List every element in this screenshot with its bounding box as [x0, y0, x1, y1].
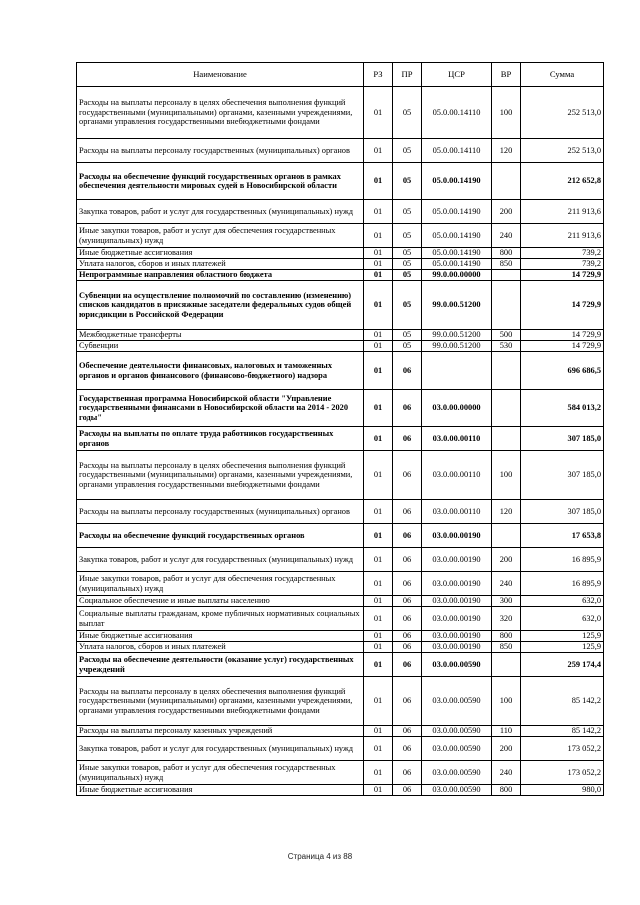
row-csr: 03.0.00.00190 [422, 631, 492, 642]
row-csr [422, 352, 492, 390]
row-rz: 01 [364, 677, 393, 726]
row-vr: 800 [492, 631, 521, 642]
header-rz: РЗ [364, 63, 393, 87]
row-sum: 212 652,8 [521, 163, 604, 200]
row-pr: 06 [393, 548, 422, 572]
row-sum: 259 174,4 [521, 653, 604, 677]
row-rz: 01 [364, 248, 393, 259]
table-row [77, 200, 604, 224]
row-vr: 530 [492, 341, 521, 352]
row-sum: 16 895,9 [521, 572, 604, 596]
row-vr: 240 [492, 224, 521, 248]
row-vr [492, 653, 521, 677]
row-name: Расходы на обеспечение деятельности (оказание услуг) государственных учреждений [77, 653, 364, 677]
row-rz: 01 [364, 224, 393, 248]
row-pr: 06 [393, 524, 422, 548]
row-vr [492, 390, 521, 427]
row-name: Иные бюджетные ассигнования [77, 631, 364, 642]
row-name: Иные бюджетные ассигнования [77, 248, 364, 259]
row-name: Закупка товаров, работ и услуг для государственных (муниципальных) нужд [77, 548, 364, 572]
row-sum: 16 895,9 [521, 548, 604, 572]
table-row [77, 524, 604, 548]
row-rz: 01 [364, 642, 393, 653]
row-sum: 307 185,0 [521, 427, 604, 451]
row-csr: 03.0.00.00190 [422, 642, 492, 653]
row-vr [492, 163, 521, 200]
row-name: Иные бюджетные ассигнования [77, 785, 364, 796]
row-pr: 06 [393, 677, 422, 726]
row-vr: 100 [492, 451, 521, 500]
row-name: Расходы на выплаты персоналу в целях обеспечения выполнения функций государственными (муниципальными) органами, казенными учреждениями, органами управления государственными внебюджетными фондами [77, 87, 364, 139]
row-vr [492, 281, 521, 330]
row-name: Расходы на выплаты по оплате труда работников государственных органов [77, 427, 364, 451]
row-rz: 01 [364, 270, 393, 281]
row-vr: 120 [492, 500, 521, 524]
row-pr: 06 [393, 596, 422, 607]
table-row [77, 341, 604, 352]
table-row [77, 653, 604, 677]
row-name: Государственная программа Новосибирской области "Управление государственными финансами в Новосибирской области на 2014 - 2020 годы" [77, 390, 364, 427]
row-pr: 05 [393, 224, 422, 248]
row-sum: 14 729,9 [521, 341, 604, 352]
row-vr: 240 [492, 761, 521, 785]
row-csr: 99.0.00.51200 [422, 330, 492, 341]
row-rz: 01 [364, 726, 393, 737]
table-row [77, 500, 604, 524]
table-row [77, 596, 604, 607]
row-pr: 06 [393, 726, 422, 737]
row-csr: 03.0.00.00190 [422, 524, 492, 548]
row-name: Иные закупки товаров, работ и услуг для обеспечения государственных (муниципальных) нужд [77, 224, 364, 248]
table-row [77, 390, 604, 427]
row-pr: 06 [393, 631, 422, 642]
row-sum: 211 913,6 [521, 224, 604, 248]
row-csr: 99.0.00.51200 [422, 341, 492, 352]
row-rz: 01 [364, 259, 393, 270]
row-sum: 632,0 [521, 596, 604, 607]
row-pr: 06 [393, 500, 422, 524]
row-name: Закупка товаров, работ и услуг для государственных (муниципальных) нужд [77, 737, 364, 761]
row-vr: 320 [492, 607, 521, 631]
table-row [77, 642, 604, 653]
row-pr: 05 [393, 281, 422, 330]
row-sum: 696 686,5 [521, 352, 604, 390]
row-rz: 01 [364, 281, 393, 330]
row-sum: 632,0 [521, 607, 604, 631]
row-name: Уплата налогов, сборов и иных платежей [77, 259, 364, 270]
row-sum: 14 729,9 [521, 270, 604, 281]
row-pr: 06 [393, 572, 422, 596]
row-csr: 03.0.00.00190 [422, 596, 492, 607]
row-sum: 173 052,2 [521, 737, 604, 761]
row-vr: 240 [492, 572, 521, 596]
row-sum: 17 653,8 [521, 524, 604, 548]
row-sum: 739,2 [521, 248, 604, 259]
row-csr: 03.0.00.00190 [422, 548, 492, 572]
table-row [77, 87, 604, 139]
row-pr: 05 [393, 139, 422, 163]
row-name: Обеспечение деятельности финансовых, налоговых и таможенных органов и органов финансового (финансово-бюджетного) надзора [77, 352, 364, 390]
table-row [77, 737, 604, 761]
row-rz: 01 [364, 785, 393, 796]
row-pr: 05 [393, 87, 422, 139]
row-sum: 584 013,2 [521, 390, 604, 427]
row-rz: 01 [364, 139, 393, 163]
row-csr: 05.0.00.14110 [422, 139, 492, 163]
row-vr: 200 [492, 548, 521, 572]
row-csr: 03.0.00.00110 [422, 427, 492, 451]
row-sum: 980,0 [521, 785, 604, 796]
row-vr [492, 524, 521, 548]
table-row [77, 163, 604, 200]
row-name: Расходы на выплаты персоналу государственных (муниципальных) органов [77, 500, 364, 524]
row-name: Социальные выплаты гражданам, кроме публичных нормативных социальных выплат [77, 607, 364, 631]
row-pr: 05 [393, 163, 422, 200]
row-csr: 05.0.00.14190 [422, 224, 492, 248]
row-rz: 01 [364, 596, 393, 607]
row-rz: 01 [364, 87, 393, 139]
row-sum: 252 513,0 [521, 87, 604, 139]
row-name: Уплата налогов, сборов и иных платежей [77, 642, 364, 653]
table-row [77, 139, 604, 163]
row-sum: 85 142,2 [521, 726, 604, 737]
row-csr: 05.0.00.14190 [422, 163, 492, 200]
row-name: Субвенции на осуществление полномочий по составлению (изменению) списков кандидатов в присяжные заседатели федеральных судов общей юрисдикции в Российской Федерации [77, 281, 364, 330]
row-pr: 05 [393, 330, 422, 341]
row-name: Закупка товаров, работ и услуг для государственных (муниципальных) нужд [77, 200, 364, 224]
row-rz: 01 [364, 427, 393, 451]
table-row [77, 281, 604, 330]
row-csr: 05.0.00.14190 [422, 248, 492, 259]
table-row [77, 631, 604, 642]
row-vr: 100 [492, 677, 521, 726]
row-csr: 99.0.00.51200 [422, 281, 492, 330]
row-name: Расходы на выплаты персоналу казенных учреждений [77, 726, 364, 737]
row-csr: 03.0.00.00190 [422, 572, 492, 596]
row-name: Социальное обеспечение и иные выплаты населению [77, 596, 364, 607]
table-body [77, 87, 604, 796]
row-csr: 03.0.00.00110 [422, 500, 492, 524]
row-name: Непрограммные направления областного бюджета [77, 270, 364, 281]
table-row [77, 761, 604, 785]
row-csr: 03.0.00.00000 [422, 390, 492, 427]
row-pr: 06 [393, 607, 422, 631]
table-row [77, 677, 604, 726]
row-sum: 307 185,0 [521, 500, 604, 524]
table-row [77, 572, 604, 596]
table-row [77, 224, 604, 248]
row-rz: 01 [364, 548, 393, 572]
row-sum: 252 513,0 [521, 139, 604, 163]
row-sum: 739,2 [521, 259, 604, 270]
row-vr: 850 [492, 642, 521, 653]
budget-table [76, 62, 604, 796]
row-vr: 120 [492, 139, 521, 163]
row-rz: 01 [364, 163, 393, 200]
row-rz: 01 [364, 524, 393, 548]
table-row [77, 270, 604, 281]
row-vr: 100 [492, 87, 521, 139]
row-pr: 06 [393, 352, 422, 390]
row-csr: 03.0.00.00590 [422, 726, 492, 737]
row-pr: 06 [393, 390, 422, 427]
table-row [77, 726, 604, 737]
row-sum: 125,9 [521, 642, 604, 653]
row-vr: 500 [492, 330, 521, 341]
row-rz: 01 [364, 761, 393, 785]
row-csr: 03.0.00.00590 [422, 677, 492, 726]
row-sum: 14 729,9 [521, 281, 604, 330]
row-name: Иные закупки товаров, работ и услуг для обеспечения государственных (муниципальных) нужд [77, 761, 364, 785]
row-csr: 03.0.00.00590 [422, 653, 492, 677]
row-name: Расходы на выплаты персоналу в целях обеспечения выполнения функций государственными (муниципальными) органами, казенными учреждениями, органами управления государственными внебюджетными фондами [77, 451, 364, 500]
row-vr: 300 [492, 596, 521, 607]
row-pr: 06 [393, 451, 422, 500]
row-name: Межбюджетные трансферты [77, 330, 364, 341]
row-vr: 800 [492, 248, 521, 259]
row-pr: 05 [393, 200, 422, 224]
row-rz: 01 [364, 352, 393, 390]
header-pr: ПР [393, 63, 422, 87]
row-sum: 85 142,2 [521, 677, 604, 726]
table-row [77, 259, 604, 270]
row-sum: 125,9 [521, 631, 604, 642]
row-rz: 01 [364, 390, 393, 427]
row-name: Расходы на обеспечение функций государственных органов в рамках обеспечения деятельности мировых судей в Новосибирской области [77, 163, 364, 200]
row-pr: 06 [393, 653, 422, 677]
row-vr: 850 [492, 259, 521, 270]
table-row [77, 785, 604, 796]
row-vr: 200 [492, 737, 521, 761]
row-csr: 03.0.00.00190 [422, 607, 492, 631]
row-vr: 110 [492, 726, 521, 737]
row-rz: 01 [364, 737, 393, 761]
row-csr: 03.0.00.00590 [422, 761, 492, 785]
table-row [77, 548, 604, 572]
header-csr: ЦСР [422, 63, 492, 87]
row-sum: 14 729,9 [521, 330, 604, 341]
row-vr [492, 352, 521, 390]
row-pr: 06 [393, 427, 422, 451]
row-csr: 03.0.00.00590 [422, 785, 492, 796]
row-csr: 05.0.00.14110 [422, 87, 492, 139]
row-rz: 01 [364, 653, 393, 677]
row-csr: 03.0.00.00590 [422, 737, 492, 761]
row-pr: 05 [393, 270, 422, 281]
table-row [77, 330, 604, 341]
header-sum: Сумма [521, 63, 604, 87]
row-name: Расходы на обеспечение функций государственных органов [77, 524, 364, 548]
row-vr: 800 [492, 785, 521, 796]
row-csr: 05.0.00.14190 [422, 200, 492, 224]
row-rz: 01 [364, 572, 393, 596]
row-rz: 01 [364, 500, 393, 524]
row-name: Иные закупки товаров, работ и услуг для обеспечения государственных (муниципальных) нужд [77, 572, 364, 596]
row-rz: 01 [364, 451, 393, 500]
row-sum: 307 185,0 [521, 451, 604, 500]
row-vr [492, 270, 521, 281]
row-name: Расходы на выплаты персоналу в целях обеспечения выполнения функций государственными (муниципальными) органами, казенными учреждениями, органами управления государственными внебюджетными фондами [77, 677, 364, 726]
row-rz: 01 [364, 631, 393, 642]
row-sum: 211 913,6 [521, 200, 604, 224]
table-row [77, 451, 604, 500]
row-name: Расходы на выплаты персоналу государственных (муниципальных) органов [77, 139, 364, 163]
row-pr: 06 [393, 761, 422, 785]
row-pr: 06 [393, 785, 422, 796]
row-pr: 05 [393, 259, 422, 270]
row-pr: 06 [393, 737, 422, 761]
page-number: Страница 4 из 88 [287, 852, 353, 861]
row-csr: 99.0.00.00000 [422, 270, 492, 281]
header-name: Наименование [77, 63, 364, 87]
table-row [77, 352, 604, 390]
row-vr: 200 [492, 200, 521, 224]
table-header-row [77, 63, 604, 87]
row-name: Субвенции [77, 341, 364, 352]
row-rz: 01 [364, 341, 393, 352]
row-rz: 01 [364, 330, 393, 341]
table-row [77, 607, 604, 631]
row-csr: 03.0.00.00110 [422, 451, 492, 500]
row-rz: 01 [364, 200, 393, 224]
row-pr: 05 [393, 341, 422, 352]
row-vr [492, 427, 521, 451]
table-row [77, 427, 604, 451]
row-pr: 06 [393, 642, 422, 653]
table-row [77, 248, 604, 259]
row-csr: 05.0.00.14190 [422, 259, 492, 270]
row-sum: 173 052,2 [521, 761, 604, 785]
row-pr: 05 [393, 248, 422, 259]
row-rz: 01 [364, 607, 393, 631]
header-vr: ВР [492, 63, 521, 87]
